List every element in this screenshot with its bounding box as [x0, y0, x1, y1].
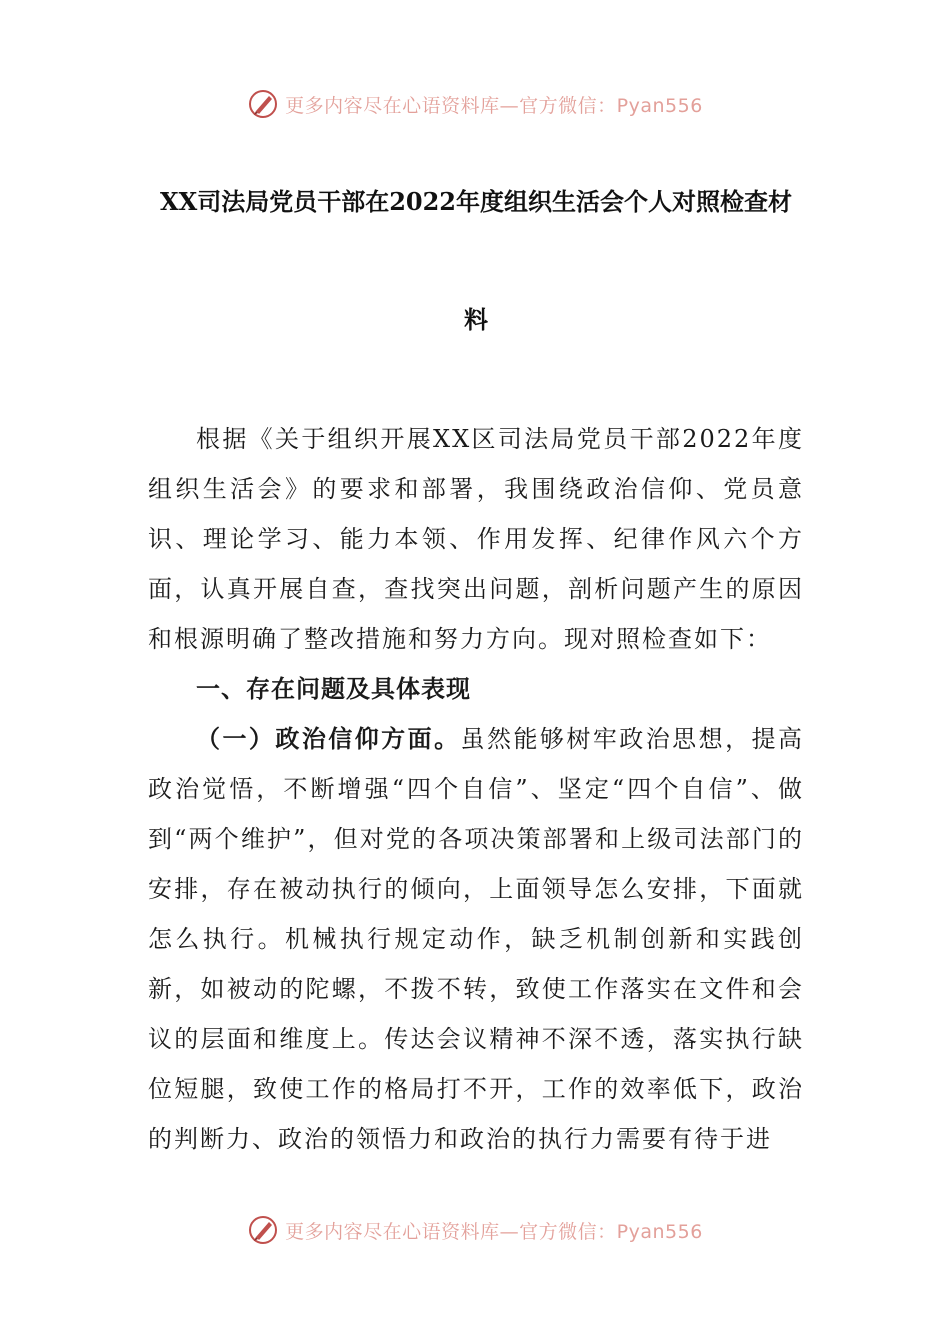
- watermark-header: [0, 84, 950, 124]
- intro-paragraph: 根据《关于组织开展XX区司法局党员干部2022年度组织生活会》的要求和部署，我围绕政治信仰、党员意识、理论学习、能力本领、作用发挥、纪律作风六个方面，认真开展自查，查找突出问题，剖析问题产生的原因和根源明确了整改措施和努力方向。现对照检查如下：: [148, 425, 804, 653]
- watermark-text: 更多内容尽在心语资料库—官方微信：Pyan556: [285, 94, 703, 117]
- watermark-wechat-id: Pyan556: [616, 1220, 703, 1243]
- subsection-1-lead: （一）政治信仰方面。: [196, 724, 461, 753]
- pen-logo-icon: [247, 1214, 279, 1246]
- section-1-heading: 一、存在问题及具体表现: [196, 674, 471, 703]
- pen-logo-icon: [247, 88, 279, 120]
- document-body: [148, 414, 804, 1164]
- subsection-1-paragraph: [148, 714, 804, 1164]
- watermark-text: 更多内容尽在心语资料库—官方微信：Pyan556: [285, 1220, 703, 1243]
- watermark-footer: [0, 1210, 950, 1250]
- subsection-1-body: 虽然能够树牢政治思想，提高政治觉悟，不断增强“四个自信”、坚定“四个自信”、做到“两个维护”，但对党的各项决策部署和上级司法部门的安排，存在被动执行的倾向，上面领导怎么安排，下面就怎么执行。机械执行规定动作，缺乏机制创新和实践创新，如被动的陀螺，不拨不转，致使工作落实在文件和会议的层面和维度上。传达会议精神不深不透，落实执行缺位短腿，致使工作的格局打不开，工作的效率低下，政治的判断力、政治的领悟力和政治的执行力需要有待于进: [148, 725, 805, 1153]
- watermark-wechat-id: Pyan556: [616, 94, 703, 117]
- document-title-line-1: XX司法局党员干部在2022年度组织生活会个人对照检查材: [159, 187, 793, 216]
- document-title-line-2: 料: [464, 305, 488, 334]
